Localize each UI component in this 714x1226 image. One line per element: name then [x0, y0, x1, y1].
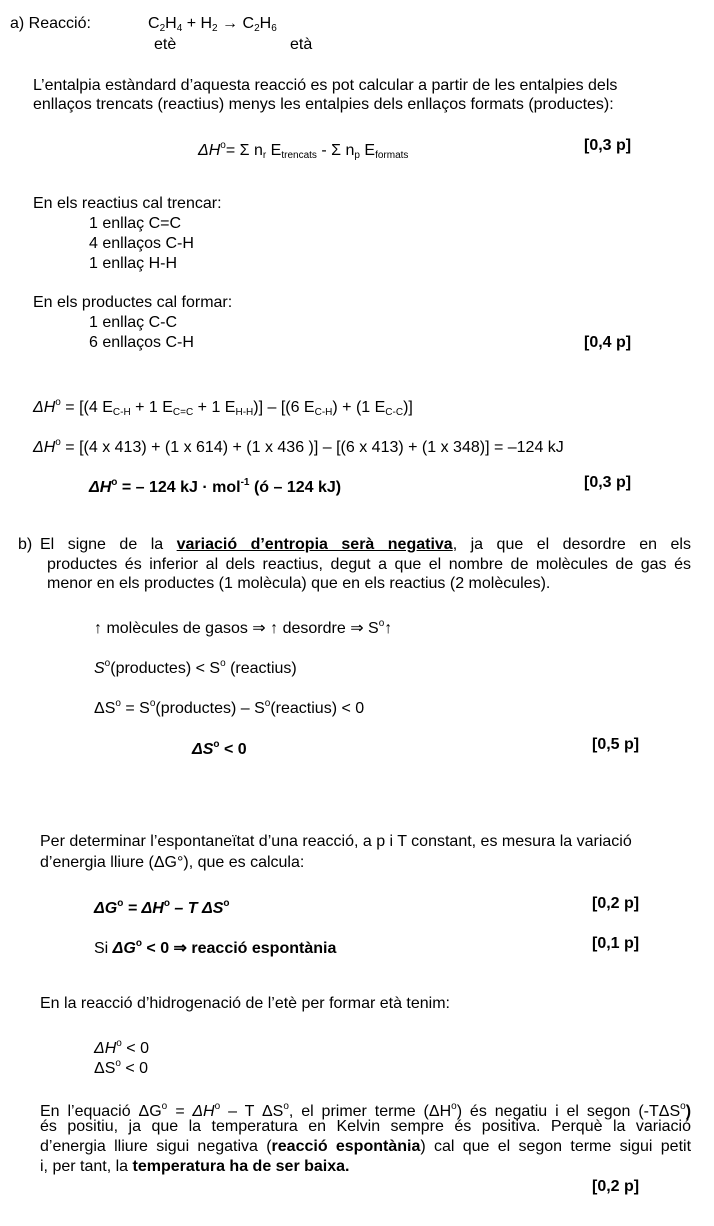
spontaneity-points: [0,1 p] — [592, 935, 640, 952]
conclusion-line-2: és positiu, ja que la temperatura en Kelvin sempre és positiva. Perquè la variació — [40, 1118, 691, 1135]
bonds-points: [0,4 p] — [584, 334, 632, 351]
entropy-paragraph-line-2: productes és inferior al dels reactius, degut a que el nombre de molècules de gas és — [47, 556, 691, 573]
entropy-paragraph-line-1: El signe de la variació d’entropia serà negativa, ja que el desordre en els — [40, 536, 691, 553]
part-a-label: a) Reacció: — [10, 15, 91, 32]
conclusion-line-4: i, per tant, la temperatura ha de ser baixa. — [40, 1158, 350, 1175]
enthalpy-negative: $\Delta H^o < 0$ — [94, 1038, 149, 1057]
product-bond: 1 enllaç C-C — [89, 314, 178, 331]
reaction-equation: $C_2H_4 + H_2 \to C_2H_6$ — [148, 15, 277, 34]
reactants-title: En els reactius cal trencar: — [33, 195, 222, 212]
reactant-bond: 4 enllaços C-H — [89, 235, 194, 252]
gibbs-intro-line-1: Per determinar l’espontaneïtat d’una reacció, a p i T constant, es mesura la variació — [40, 833, 632, 850]
entropy-points: [0,5 p] — [592, 736, 640, 753]
enthalpy-equation-2: $\Delta H^o = [(4$ x 413) + (1 x 614) + (1 x 436 )] – [(6 x 413) + (1 x 348)] = –124 kJ — [33, 437, 564, 456]
reactant-name: etè — [154, 36, 177, 53]
intro-line-1: L’entalpia estàndard d’aquesta reacció es pot calcular a partir de les entalpies dels — [33, 77, 618, 94]
conclusion-line-1: En l’equació $\Delta G^o = \Delta H^o - T$ $\Delta S^o$, el primer terme $(\Delta H^o)$ és negatiu i el segon (-TΔS$^o$) — [40, 1101, 692, 1120]
enthalpy-formula: $\Delta H^o= \Sigma$ $n_r$ $E_{trencats}$ - Σ $n_p$ $E_{formats}$ — [198, 140, 409, 161]
gibbs-equation: $\Delta G^o = \Delta H^o - T$ $\Delta S^o$ — [94, 898, 230, 917]
entropy-negative: $\Delta S^o < 0$ — [94, 1058, 149, 1077]
spontaneity-condition: Si $\Delta G^o < 0$ ⇒ reacció espontània — [94, 938, 337, 957]
enthalpy-result: $\Delta H^o$ = – 124 kJ · mol$^{-1}$ (ó – 124 kJ) — [89, 477, 342, 496]
entropy-result: $\Delta S^o < 0$ — [192, 739, 247, 758]
reactant-bond: 1 enllaç H-H — [89, 255, 178, 272]
hydrogenation-intro: En la reacció d’hidrogenació de l’etè per formar età tenim: — [40, 995, 450, 1012]
part-b-label: b) — [18, 536, 33, 553]
product-bond: 6 enllaços C-H — [89, 334, 194, 351]
reactant-bond: 1 enllaç C=C — [89, 215, 182, 232]
intro-line-2: enllaços trencats (reactius) menys les entalpies dels enllaços formats (productes): — [33, 96, 614, 113]
formula-points: [0,3 p] — [584, 137, 632, 154]
conclusion-line-3: d’energia lliure sigui negativa (reacció espontània) cal que el segon terme sigui petit — [40, 1138, 692, 1155]
product-name: età — [290, 36, 313, 53]
result-points: [0,3 p] — [584, 474, 632, 491]
entropy-inequality-2: $\Delta S^o$ = $S^o(productes)$ – $S^o(reactius) < 0$ — [94, 698, 365, 717]
entropy-paragraph-line-3: menor en els productes (1 molècula) que en els reactius (2 molècules). — [47, 575, 551, 592]
gibbs-points: [0,2 p] — [592, 895, 640, 912]
enthalpy-equation-1: $\Delta H^o = [(4$ $E_{C-H} + 1$ $E_{C=C} + 1$ $E_{H-H})] - [(6$ $E_{C-H}) + (1$ $E_{C-C}$)] — [33, 397, 413, 418]
entropy-inequality-1: $S^o(productes) < S^o$ (reactius) — [94, 658, 297, 677]
products-title: En els productes cal formar: — [33, 294, 233, 311]
conclusion-points: [0,2 p] — [592, 1178, 640, 1195]
gibbs-intro-line-2: d’energia lliure (ΔG°), que es calcula: — [40, 854, 305, 871]
disorder-relation: ↑ molècules de gasos ⇒ ↑ desordre ⇒ $S^o↑$ — [94, 618, 393, 637]
